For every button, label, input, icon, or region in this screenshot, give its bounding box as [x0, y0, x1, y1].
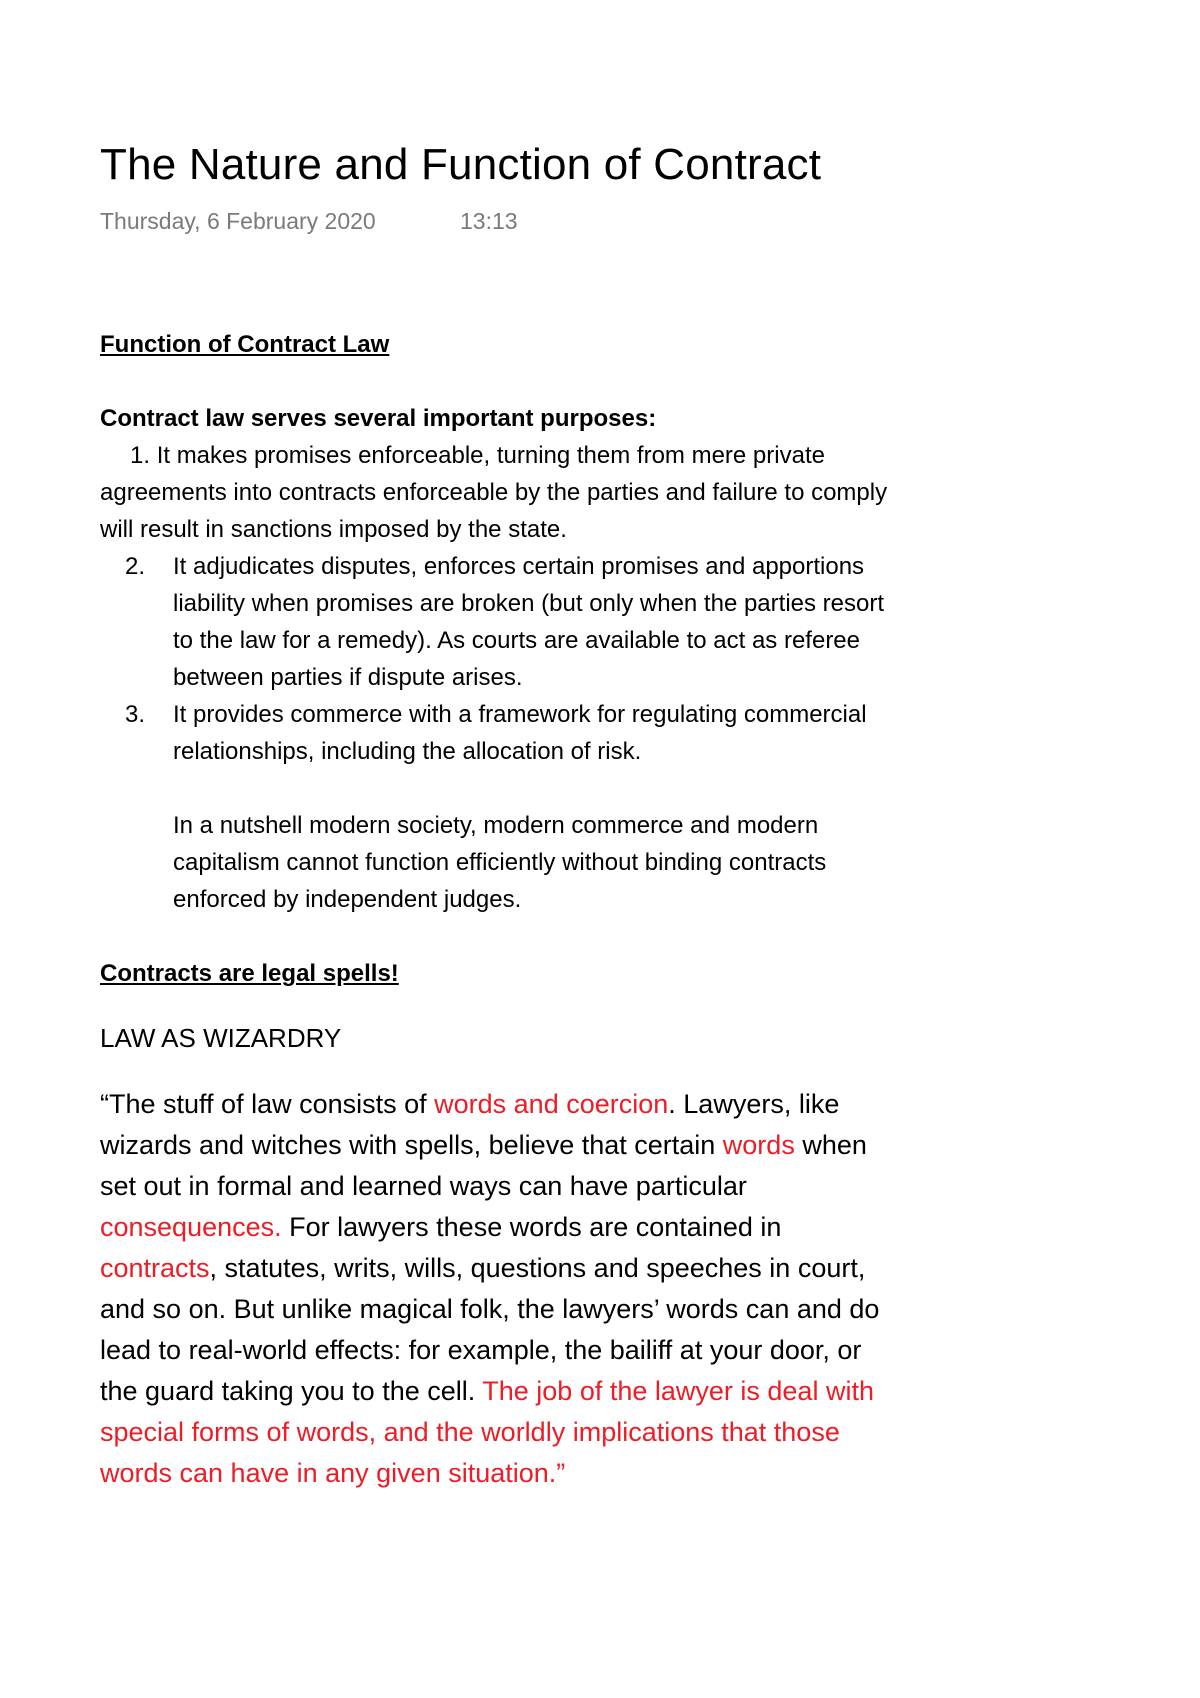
quote-text: when set out in formal and learned ways can have particular — [100, 1130, 867, 1201]
note-time: 13:13 — [460, 208, 518, 234]
section-heading-function: Function of Contract Law — [100, 331, 390, 358]
quote-highlight: consequences. — [100, 1212, 282, 1242]
purposes-list — [100, 437, 900, 770]
note-body — [100, 326, 900, 1494]
list-item-text: It makes promises enforceable, turning them from mere private agreements into contracts enforceable by the parties and failure to comply will result in sanctions imposed by the state. — [100, 442, 888, 543]
note-date: Thursday, 6 February 2020 — [100, 208, 376, 234]
subheading-wizardry: LAW AS WIZARDRY — [100, 1023, 342, 1053]
quote-text: . Lawyers, like wizards and witches with spells, believe that certain — [100, 1089, 840, 1160]
quote-highlight: The job of the lawyer is deal with special forms of words, and the worldly implications that those words can have in any given situation.” — [100, 1376, 874, 1488]
list-item-text: It provides commerce with a framework for regulating commercial relationships, including the allocation of risk. — [173, 701, 867, 765]
wizardry-quote — [100, 1084, 900, 1494]
list-item — [100, 696, 900, 770]
note-metadata — [100, 206, 518, 236]
quote-highlight: words and coercion — [434, 1089, 669, 1119]
summary-paragraph: In a nutshell modern society, modern commerce and modern capitalism cannot function efficiently without binding contracts enforced by independent judges. — [173, 812, 827, 913]
section-heading-spells: Contracts are legal spells! — [100, 960, 399, 987]
list-item-number: 3. — [125, 701, 146, 728]
quote-text: For lawyers these words are contained in — [281, 1212, 782, 1242]
quote-highlight: words — [722, 1130, 795, 1160]
list-item-text: It adjudicates disputes, enforces certain promises and apportions liability when promises are broken (but only when the parties resort to the law for a remedy). As courts are available to act as referee between parties if dispute arises. — [173, 553, 885, 691]
page-title: The Nature and Function of Contract — [100, 140, 822, 189]
list-item — [100, 437, 900, 548]
quote-text: “The stuff of law consists of — [100, 1089, 435, 1119]
list-item-number: 1. — [130, 442, 151, 469]
list-item — [100, 548, 900, 696]
list-item-number: 2. — [125, 553, 146, 580]
purposes-intro: Contract law serves several important purposes: — [100, 405, 657, 432]
quote-text: , statutes, writs, wills, questions and speeches in court, and so on. But unlike magical folk, the lawyers’ words can and do lead to real-world effects: for example, the bailiff at your door, or the guard taking you to the cell. — [100, 1253, 880, 1406]
quote-highlight: contracts — [100, 1253, 210, 1283]
